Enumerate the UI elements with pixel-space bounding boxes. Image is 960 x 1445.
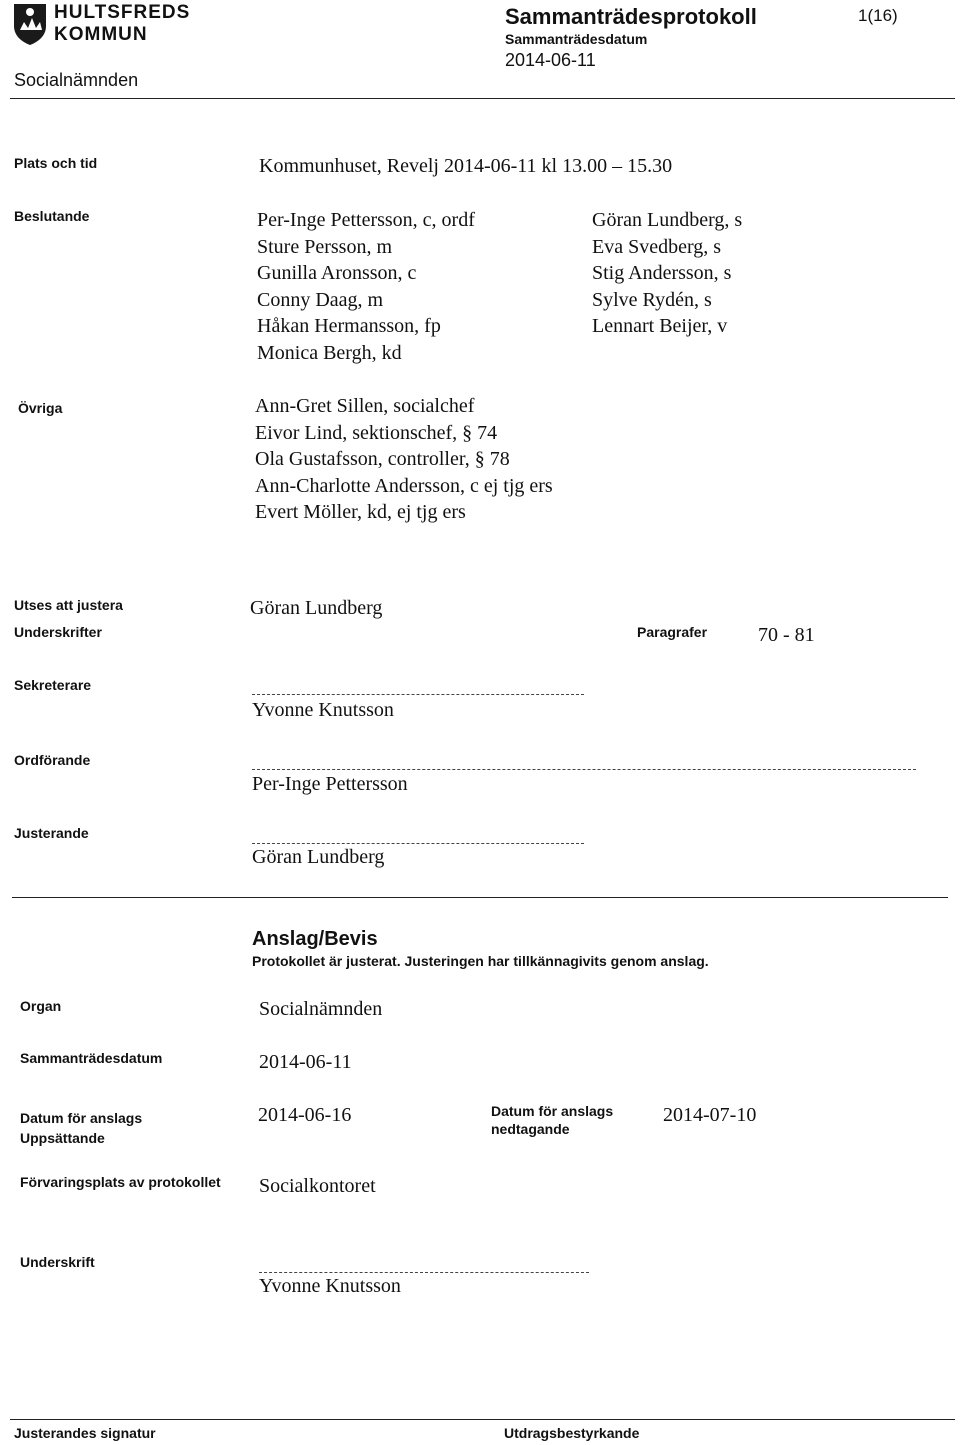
ordforande-name: Per-Inge Pettersson [252,773,408,795]
footer-left-label: Justerandes signatur [14,1425,156,1441]
list-item: Conny Daag, m [257,288,384,311]
list-item: Sture Persson, m [257,235,392,258]
page-number: 1(16) [858,6,898,25]
organ-value: Socialnämnden [259,998,383,1020]
decision-right-list [592,207,742,340]
justerande-name: Göran Lundberg [252,846,385,868]
signature-line [259,1272,589,1273]
signature-line [252,769,916,770]
uppsattande-value: 2014-06-16 [258,1104,352,1126]
list-item: Håkan Hermansson, fp [257,315,441,338]
logo-text-line2: KOMMUN [54,24,148,45]
list-item: Monica Bergh, kd [257,341,402,364]
underskrift-name: Yvonne Knutsson [259,1275,401,1297]
anslag-title: Anslag/Bevis [252,928,378,950]
header-date-value: 2014-06-11 [505,50,596,70]
nedtagande-value: 2014-07-10 [663,1104,757,1126]
footer-right-label: Utdragsbestyrkande [504,1425,640,1441]
municipality-logo [12,2,192,48]
forvaring-value: Socialkontoret [259,1175,376,1197]
document-title: Sammanträdesprotokoll [505,4,757,29]
header-date-label: Sammanträdesdatum [505,31,648,47]
header-org: Socialnämnden [14,70,139,90]
logo-text-line1: HULTSFREDS [54,2,191,23]
others-list [255,393,553,526]
list-item: Sylve Rydén, s [592,288,712,311]
list-item: Per-Inge Pettersson, c, ordf [257,209,475,231]
signature-line [252,843,584,844]
anslag-subtitle: Protokollet är justerat. Justeringen har tillkännagivits genom anslag. [252,953,709,969]
anslag-date-value: 2014-06-11 [259,1051,352,1073]
list-item: Eva Svedberg, s [592,235,722,258]
list-item: Stig Andersson, s [592,262,732,285]
decision-label: Beslutande [14,208,90,224]
underskrift-label: Underskrift [20,1254,95,1270]
header-divider [10,98,955,99]
underskrifter-label: Underskrifter [14,624,102,640]
place-label: Plats och tid [14,155,98,171]
sekreterare-name: Yvonne Knutsson [252,699,394,721]
organ-label: Organ [20,998,62,1014]
place-value: Kommunhuset, Revelj 2014-06-11 kl 13.00 – 15.30 [259,155,673,177]
list-item: Gunilla Aronsson, c [257,262,417,285]
paragrafer-value: 70 - 81 [758,624,815,646]
others-label: Övriga [18,400,63,416]
utses-label: Utses att justera [14,597,123,613]
crest-icon [12,2,48,46]
justerande-label: Justerande [14,825,89,841]
nedtagande-label-line2: nedtagande [491,1121,570,1137]
uppsattande-label-line1: Datum för anslags [20,1110,143,1126]
list-item: Lennart Beijer, v [592,315,728,338]
list-item: Göran Lundberg, s [592,209,743,231]
uppsattande-label-line2: Uppsättande [20,1130,105,1146]
footer-divider [10,1419,955,1420]
nedtagande-label-line1: Datum för anslags [491,1103,614,1119]
sekreterare-label: Sekreterare [14,677,92,693]
paragrafer-label: Paragrafer [637,624,708,640]
list-item: Ola Gustafsson, controller, § 78 [255,448,510,471]
list-item: Evert Möller, kd, ej tjg ers [255,501,466,524]
list-item: Ann-Charlotte Andersson, c ej tjg ers [255,474,553,497]
signature-line [252,694,584,695]
forvaring-label: Förvaringsplats av protokollet [20,1174,221,1190]
decision-left-list [257,207,475,367]
utses-value: Göran Lundberg [250,597,383,619]
list-item: Eivor Lind, sektionschef, § 74 [255,421,498,444]
list-item: Ann-Gret Sillen, socialchef [255,395,475,417]
ordforande-label: Ordförande [14,752,91,768]
anslag-date-label: Sammanträdesdatum [20,1050,163,1066]
section-divider [12,897,948,898]
